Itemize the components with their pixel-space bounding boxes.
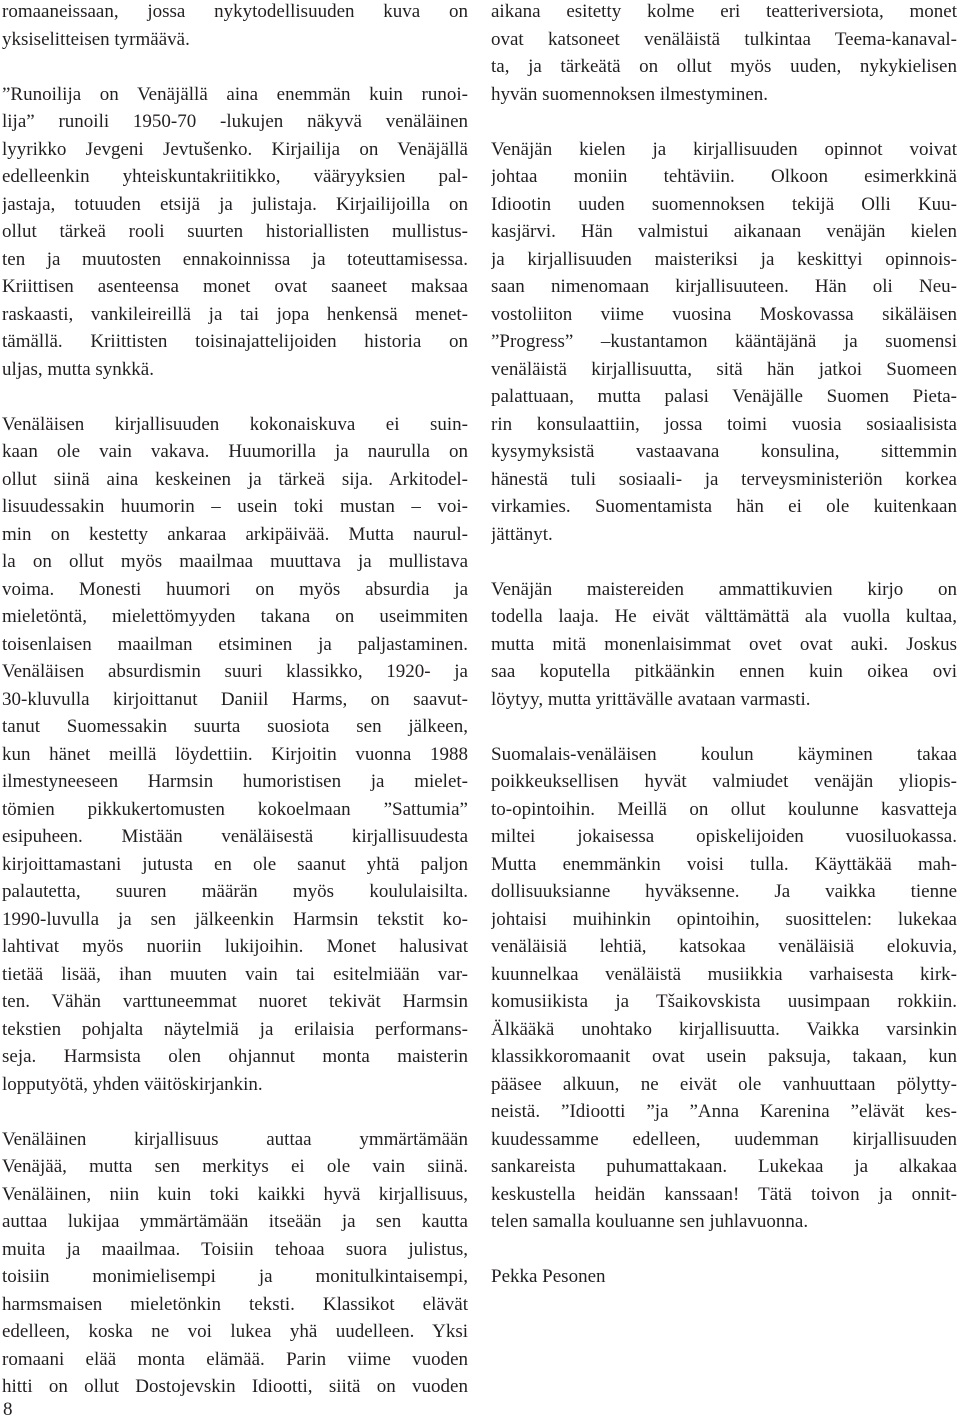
text-line: hänestä tuli sosiaali- ja terveysministeriön korkea — [491, 468, 957, 490]
text-line: palattuaan, mutta palasi Venäjälle Suomen Pieta- — [491, 386, 957, 407]
text-line: vostoliiton viime vuosina Moskovassa sikäläisen — [491, 303, 957, 325]
text-line: edelleenkin yhteiskuntakriitikko, vääryyksien pal- — [2, 166, 468, 187]
text-line: Venäläinen, niin kuin toki kaikki hyvä kirjallisuus, — [2, 1183, 468, 1205]
text-line: ten ja muutosten ennakoinnissa ja toteuttamisessa. — [2, 248, 468, 270]
text-line: toisenlaisen maailman etsiminen ja paljastaminen. — [2, 633, 468, 655]
text-line: Suomalais-venäläisen koulun käyminen takaa — [491, 743, 957, 765]
text-line: Idiootin uuden suomennoksen tekijä Olli Kuu- — [491, 193, 957, 215]
text-line: ten. Vähän varttuneemmat nuoret tekivät Harmsin — [2, 991, 468, 1012]
text-line: hitti on ollut Dostojevskin Idiootti, siitä on vuoden — [2, 1376, 468, 1397]
text-line: Venäläisen absurdismin suuri klassikko, 1920- ja — [2, 661, 468, 682]
text-line: kysymyksistä vastaavana konsulina, sittemmin — [491, 441, 957, 462]
text-line: venäläisiä lehtiä, katsokaa venäläisiä elokuvia, — [491, 936, 957, 957]
text-line: muita ja maailmaa. Toisiin tehoaa suora julistus, — [2, 1238, 468, 1260]
text-line: kasjärvi. Hän valmistui aikanaan venäjän kielen — [491, 221, 957, 242]
text-line: lisuudessakin huumorin – usein toki mustan – voi- — [2, 496, 468, 517]
text-line: neistä. ”Idiootti ”ja ”Anna Karenina ”elävät kes- — [491, 1101, 957, 1122]
text-line: Venäjää, mutta sen merkitys ei ole vain siinä. — [2, 1156, 468, 1177]
text-line: Venäjän kielen ja kirjallisuuden opinnot voivat — [491, 138, 957, 160]
text-line: harmsmaisen mieletönkin teksti. Klassikot elävät — [2, 1293, 468, 1315]
paragraph — [491, 576, 957, 714]
text-line: min on kestetty ankaraa arkipäivää. Mutta naurul- — [2, 523, 468, 545]
text-line: esipuheen. Mistään venäläisestä kirjallisuudesta — [2, 826, 468, 847]
text-line: edelleen, koska ne voi lukea yhä uudelleen. Yksi — [2, 1321, 468, 1342]
text-line: romaaneissaan, jossa nykytodellisuuden kuva on — [2, 1, 468, 22]
text-line: palautetta, suuren määrän myös koululaisilta. — [2, 881, 468, 902]
text-line: lyyrikko Jevgeni Jevtušenko. Kirjailija on Venäjällä — [2, 138, 468, 160]
text-line: keskustella heidän kanssaan! Tätä toivon ja onnit- — [491, 1183, 957, 1205]
text-line: lopputyötä, yhden väitöskirjankin. — [2, 1073, 263, 1095]
paragraph — [491, 0, 957, 108]
text-line: la on ollut myös maailmaa muuttava ja mullistava — [2, 551, 468, 572]
text-line: kaan ole vain vakava. Huumorilla ja naurulla on — [2, 441, 468, 462]
text-line: löytyy, mutta yrittävälle avataan varmasti. — [491, 688, 811, 710]
text-line: 1990-luvulla ja sen jälkeenkin Harmsin tekstit ko- — [2, 908, 468, 930]
text-line: virkamies. Suomentamista hän ei ole kuitenkaan — [491, 496, 957, 517]
text-line: Venäjän maistereiden ammattikuvien kirjo on — [491, 578, 957, 600]
text-line: komusiikista ja Tšaikovskista uusimpaan rokkiin. — [491, 991, 957, 1012]
text-line: jättänyt. — [491, 523, 553, 545]
text-line: kuunnelkaa venäläistä musiikkia varhaisesta kirk- — [491, 963, 957, 985]
text-line: uljas, mutta synkkä. — [2, 358, 154, 380]
text-line: ”Runoilija on Venäjällä aina enemmän kuin runoi- — [2, 83, 468, 105]
text-line: todella laaja. He eivät välttämättä ala vuolla kultaa, — [491, 606, 957, 627]
text-line: Venäläisen kirjallisuuden kokonaiskuva ei suin- — [2, 413, 468, 435]
text-line: miltei jokaisessa opiskelijoiden vuosiluokassa. — [491, 826, 957, 847]
text-line: telen samalla kouluanne sen juhlavuonna. — [491, 1211, 809, 1232]
text-line: romaani elää monta elämää. Parin viime vuoden — [2, 1348, 468, 1370]
text-line: johtaisi muihinkin opintoihin, suosittelen: lukekaa — [491, 908, 957, 930]
text-line: mutta mitä monenlaisimmat ovet ovat auki. Joskus — [491, 633, 957, 655]
text-line: venäläistä kirjallisuutta, sitä hän jatkoi Suomeen — [491, 358, 957, 380]
text-line: tekstien pohjalta näytelmiä ja erilaisia performans- — [2, 1018, 468, 1040]
text-line: ”Progress” –kustantamon kääntäjänä ja suomensi — [491, 331, 957, 352]
paragraph — [491, 1263, 957, 1291]
text-line: kirjoittamastani jutusta en ole saanut yhtä paljon — [2, 853, 468, 875]
text-line: kun hänet meillä löydettiin. Kirjoitin vuonna 1988 — [2, 743, 468, 765]
text-line: lija” runoili 1950-70 -lukujen näkyvä venäläinen — [2, 111, 468, 132]
text-line: klassikkoromaanit ovat usein paksuja, takaan, kun — [491, 1046, 957, 1067]
text-line: toisiin monimielisempi ja monitulkintaisempi, — [2, 1266, 468, 1287]
text-line: kuudessamme edelleen, uudemman kirjallisuuden — [491, 1128, 957, 1150]
text-line: Älkääkä unohtako kirjallisuutta. Vaikka varsinkin — [491, 1018, 957, 1040]
text-line: johtaa moniin tehtäviin. Olkoon esimerkkinä — [491, 166, 957, 187]
text-line: auttaa lukijaa ymmärtämään itseään ja sen kautta — [2, 1211, 468, 1232]
paragraph — [2, 81, 468, 384]
text-line: tömien pikkukertomusten kokoelmaan ”Sattumia” — [2, 798, 468, 820]
text-line: raskaasti, vankileireillä ja tai jopa henkensä menet- — [2, 303, 468, 325]
text-line: Pekka Pesonen — [491, 1266, 606, 1287]
text-line: sankareista puhumattakaan. Lukekaa ja alkakaa — [491, 1156, 957, 1177]
text-line: to-opintoihin. Meillä on ollut koulunne kasvatteja — [491, 798, 957, 820]
paragraph — [2, 1126, 468, 1401]
text-line: dollisuuksianne hyväksenne. Ja vaikka tienne — [491, 881, 957, 902]
text-line: tanut Suomessakin suurta suosiota sen jälkeen, — [2, 716, 468, 737]
text-line: ovat katsoneet venäläistä tulkintaa Teema-kanaval- — [491, 28, 957, 50]
text-line: mieletöntä, mielettömyyden takana on useimmiten — [2, 606, 468, 627]
text-line: ollut tärkeä rooli suurten historiallisten mullistus- — [2, 221, 468, 242]
right-text-column — [491, 0, 957, 1318]
text-line: Venäläinen kirjallisuus auttaa ymmärtämään — [2, 1128, 468, 1150]
text-line: ollut siinä aina keskeinen ja tärkeä sija. Arkitodel- — [2, 468, 468, 490]
text-line: hyvän suomennoksen ilmestyminen. — [491, 83, 769, 105]
paragraph — [2, 0, 468, 53]
text-line: Mutta enemmänkin voisi tulla. Käyttäkää mah- — [491, 853, 957, 875]
paragraph — [2, 411, 468, 1099]
text-line: saa koputella pitkäänkin ennen kuin oikea ovi — [491, 661, 957, 682]
text-line: Kriittisen asenteensa monet ovat saaneet maksaa — [2, 276, 468, 297]
left-text-column — [2, 0, 468, 1428]
text-line: 30-kluvulla kirjoittanut Daniil Harms, on saavut- — [2, 688, 468, 710]
text-line: poikkeuksellisen hyvät valmiudet venäjän yliopis- — [491, 771, 957, 792]
text-line: ja kirjallisuuden maisteriksi ja keskittyi opinnois- — [491, 248, 957, 270]
text-line: saan nimenomaan kirjallisuuteen. Hän oli Neu- — [491, 276, 957, 297]
text-line: tietää lisää, ihan muuten vain tai esitelmiään var- — [2, 963, 468, 985]
text-line: jastaja, totuuden etsijä ja julistaja. Kirjailijoilla on — [2, 193, 468, 215]
text-line: ilmestyneeseen Harmsin humoristisen ja mielet- — [2, 771, 468, 792]
text-line: voima. Monesti huumori on myös absurdia ja — [2, 578, 468, 600]
text-line: lahtivat myös nuoriin lukijoihin. Monet halusivat — [2, 936, 468, 957]
text-line: aikana esitetty kolme eri teatteriversiota, monet — [491, 1, 957, 22]
text-line: pääsee alkuun, ne eivät ole vanhuuttaan pölytty- — [491, 1073, 957, 1095]
text-line: tämällä. Kriittisten toisinajattelijoiden historia on — [2, 331, 468, 352]
text-line: yksiselitteisen tyrmäävä. — [2, 28, 190, 50]
text-line: seja. Harmsista olen ohjannut monta maisterin — [2, 1046, 468, 1067]
text-line: ta, ja tärkeätä on ollut myös uuden, nykykielisen — [491, 56, 957, 77]
paragraph — [491, 136, 957, 549]
paragraph — [491, 741, 957, 1236]
page-number: 8 — [3, 1399, 13, 1420]
text-line: rin konsulaattiin, jossa toimi vuosia sosiaalisista — [491, 413, 957, 435]
